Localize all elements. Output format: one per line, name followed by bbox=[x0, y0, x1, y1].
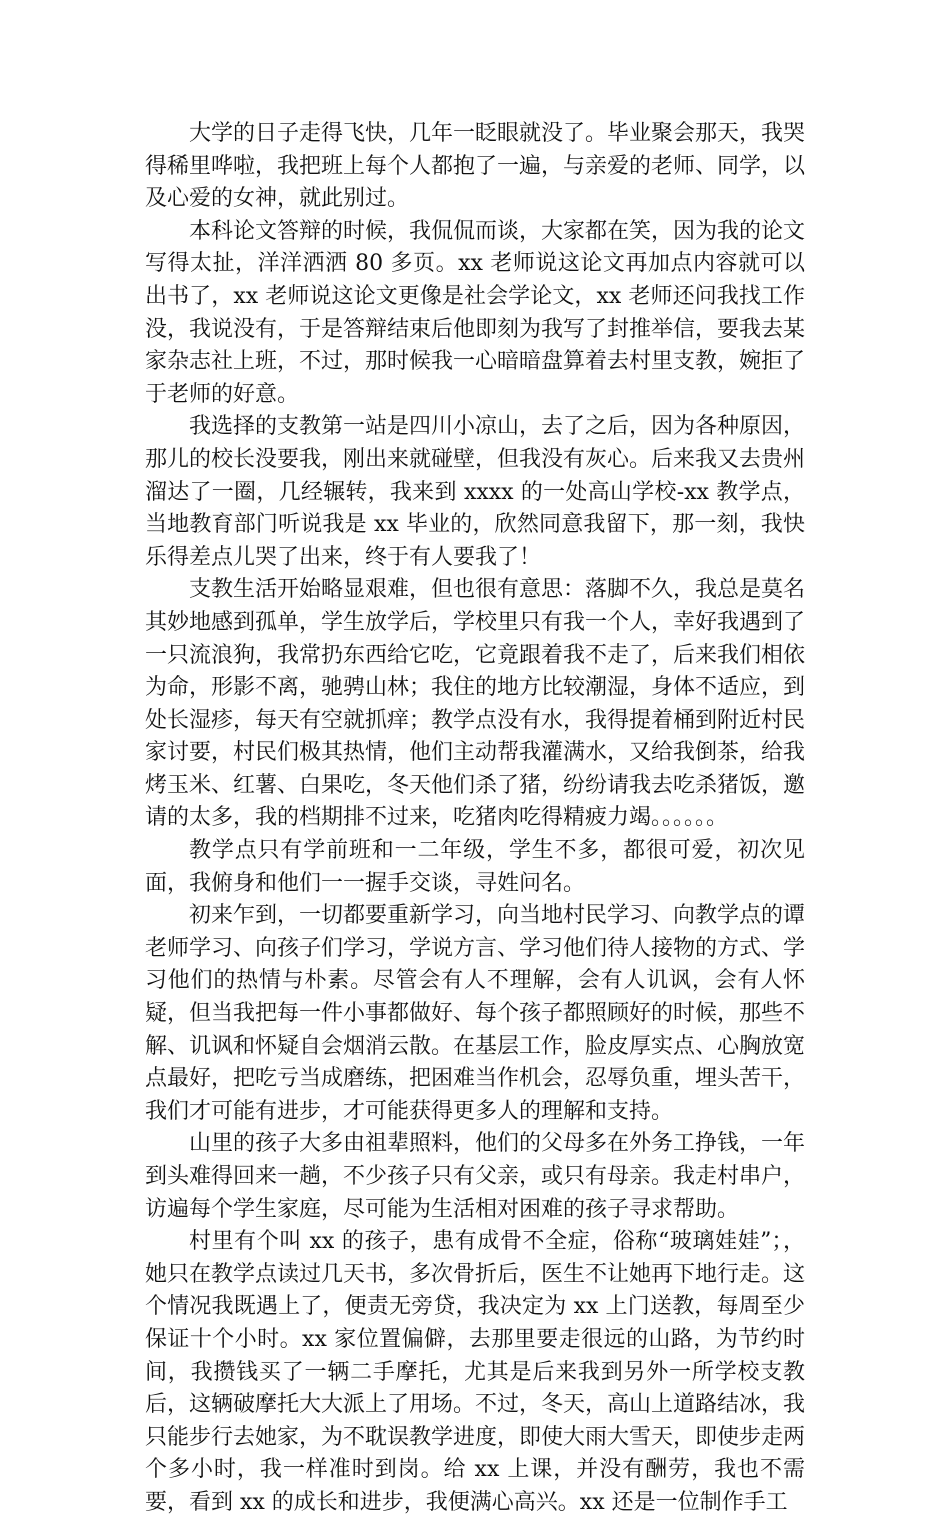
paragraph-mountain-children: 山里的孩子大多由祖辈照料，他们的父母多在外务工挣钱，一年到头难得回来一趟，不少孩子只有父亲，或只有母亲。我走村串户，访遍每个学生家庭，尽可能为生活相对困难的孩子寻求帮助。 bbox=[145, 1131, 806, 1222]
paragraph-first-station: 我选择的支教第一站是四川小凉山，去了之后，因为各种原因，那儿的校长没要我，刚出来就碰壁，但我没有灰心。后来我又去贵州溜达了一圈，几经辗转，我来到 xxxx 的一处高山学校-xx 教学点，当地教育部门听说我是 xx 毕业的，欣然同意我留下，那一刻，我快乐得差点儿哭了出来，终于有人要我了！ bbox=[145, 414, 806, 570]
document-page bbox=[145, 118, 805, 1520]
paragraph-students: 教学点只有学前班和一二年级，学生不多，都很可爱，初次见面，我俯身和他们一一握手交谈，寻姓问名。 bbox=[145, 838, 805, 896]
paragraph-teaching-life: 支教生活开始略显艰难，但也很有意思：落脚不久，我总是莫名其妙地感到孤单，学生放学后，学校里只有我一个人，幸好我遇到了一只流浪狗，我常扔东西给它吃，它竟跟着我不走了，后来我们相依为命，形影不离，驰骋山林；我住的地方比较潮湿，身体不适应，到处长湿疹，每天有空就抓痒；教学点没有水，我得提着桶到附近村民家讨要，村民们极其热情，他们主动帮我灌满水，又给我倒茶，给我烤玉米、红薯、白果吃，冬天他们杀了猪，纷纷请我去吃杀猪饭，邀请的太多，我的档期排不过来，吃猪肉吃得精疲力竭。。。。。。 bbox=[145, 577, 806, 831]
paragraph-glass-child: 村里有个叫 xx 的孩子，患有成骨不全症，俗称“玻璃娃娃”；，她只在教学点读过几天书，多次骨折后，医生不让她再下地行走。这个情况我既遇上了，便责无旁贷，我决定为 xx 上门送教，每周至少保证十个小时。xx 家位置偏僻，去那里要走很远的山路，为节约时间，我攒钱买了一辆二手摩托，尤其是后来我到另外一所学校支教后，这辆破摩托大大派上了用场。不过，冬天，高山上道路结冰，我只能步行去她家，为不耽误教学进度，即使大雨大雪天，即使步走两个多小时，我一样准时到岗。给 xx 上课，并没有酬劳，我也不需要，看到 xx 的成长和进步，我便满心高兴。xx 还是一位制作手工 bbox=[145, 1229, 806, 1515]
paragraph-learning: 初来乍到，一切都要重新学习，向当地村民学习、向教学点的谭老师学习、向孩子们学习，学说方言、学习他们待人接物的方式、学习他们的热情与朴素。尽管会有人不理解，会有人讥讽，会有人怀疑，但当我把每一件小事都做好、每个孩子都照顾好的时候，那些不解、讥讽和怀疑自会烟消云散。在基层工作，脸皮厚实点、心胸放宽点最好，把吃亏当成磨练，把困难当作机会，忍辱负重，埋头苦干，我们才可能有进步，才可能获得更多人的理解和支持。 bbox=[145, 903, 806, 1124]
paragraph-thesis-defense: 本科论文答辩的时候，我侃侃而谈，大家都在笑，因为我的论文写得太扯，洋洋洒洒 80 多页。xx 老师说这论文再加点内容就可以出书了，xx 老师说这论文更像是社会学论文，xx 老师还问我找工作没，我说没有，于是答辩结束后他即刻为我写了封推举信，要我去某家杂志社上班，不过，那时候我一心暗暗盘算着去村里支教，婉拒了于老师的好意。 bbox=[145, 218, 806, 407]
paragraph-graduation: 大学的日子走得飞快，几年一眨眼就没了。毕业聚会那天，我哭得稀里哗啦，我把班上每个人都抱了一遍，与亲爱的老师、同学，以及心爱的女神，就此别过。 bbox=[145, 121, 806, 212]
